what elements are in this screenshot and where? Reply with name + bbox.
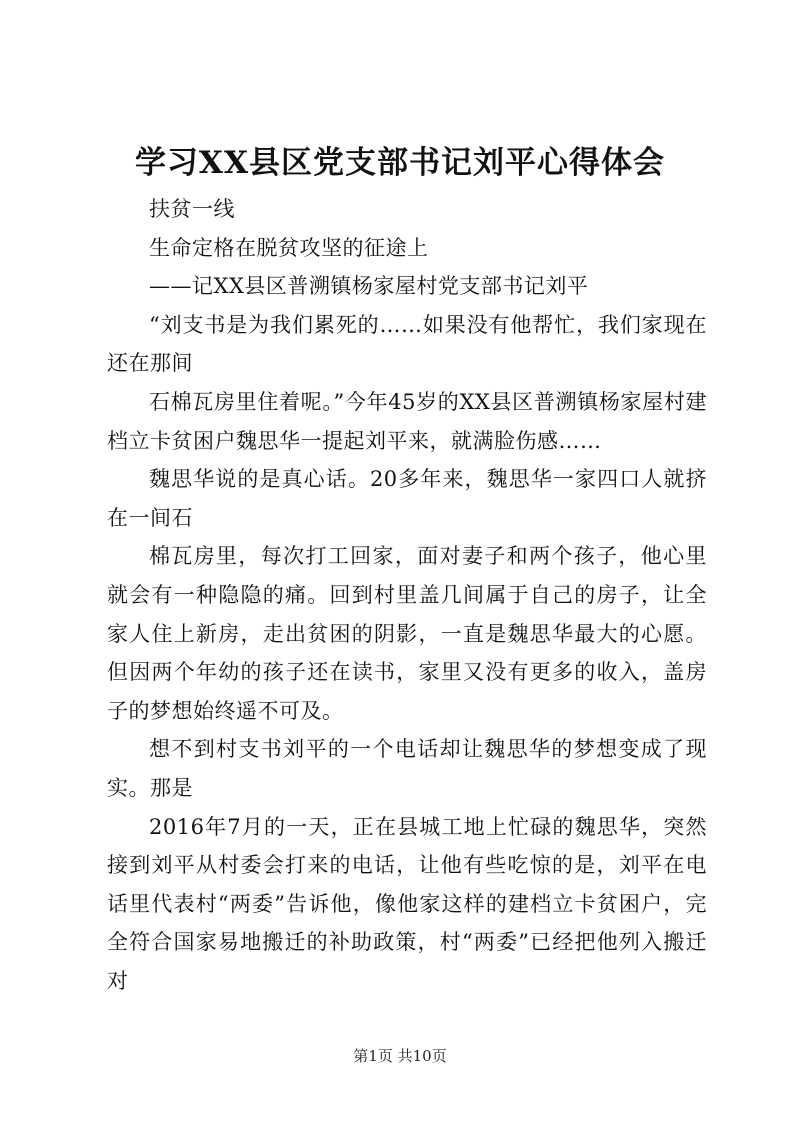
document-body (107, 190, 707, 1000)
paragraph: 想不到村支书刘平的一个电话却让魏思华的梦想变成了现实。那是 (107, 737, 707, 800)
paragraph: 扶贫一线 (149, 197, 235, 221)
paragraph: 棉瓦房里，每次打工回家，面对妻子和两个孩子，他心里就会有一种隐隐的痛。回到村里盖几间属于自己的房子，让全家人住上新房，走出贫困的阴影，一直是魏思华最大的心愿。但因两个年幼的孩子还在读书，家里又没有更多的收入，盖房子的梦想始终遥不可及。 (107, 544, 707, 723)
paragraph: ——记XX县区普溯镇杨家屋村党支部书记刘平 (149, 274, 589, 299)
document-title: 学习XX县区党支部书记刘平心得体会 (134, 145, 666, 181)
paragraph: 石棉瓦房里住着呢。”今年45岁的XX县区普溯镇杨家屋村建档立卡贫困户魏思华一提起刘平来，就满脸伤感…… (107, 389, 707, 453)
paragraph: 2016年7月的一天，正在县城工地上忙碌的魏思华，突然接到刘平从村委会打来的电话，让他有些吃惊的是，刘平在电话里代表村“两委”告诉他，像他家这样的建档立卡贫困户，完全符合国家易地搬迁的补助政策，村“两委”已经把他列入搬迁对 (107, 814, 707, 993)
paragraph: 魏思华说的是真心话。20多年来，魏思华一家四口人就挤在一间石 (107, 467, 707, 530)
paragraph: “刘支书是为我们累死的……如果没有他帮忙，我们家现在还在那间 (107, 312, 707, 376)
page-number-footer: 第1页 共10页 (353, 1047, 447, 1065)
paragraph: 生命定格在脱贫攻坚的征途上 (149, 235, 429, 260)
